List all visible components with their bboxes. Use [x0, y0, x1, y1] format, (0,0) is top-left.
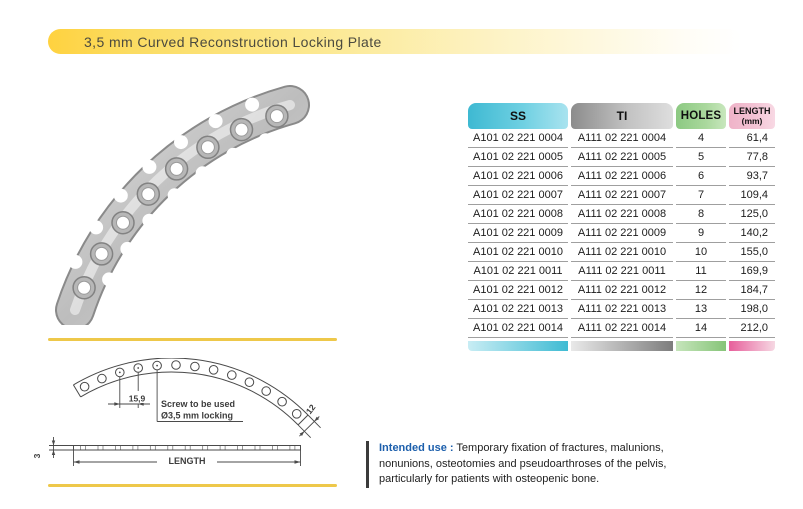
table-cell-holes: 4	[676, 129, 726, 148]
dim-pitch-label: 15,9	[128, 393, 146, 404]
table-cell-holes: 13	[676, 300, 726, 319]
table-cell-ti: A111 02 221 0005	[571, 148, 673, 167]
table-cell-ti: A111 02 221 0009	[571, 224, 673, 243]
table-cell-holes: 12	[676, 281, 726, 300]
table-cell-length: 140,2	[729, 224, 775, 243]
plate-side-view	[74, 446, 301, 451]
table-cell-length: 212,0	[729, 319, 775, 338]
table-cell-ss: A101 02 221 0004	[468, 129, 568, 148]
table-cell-holes: 9	[676, 224, 726, 243]
table-cell-length: 184,7	[729, 281, 775, 300]
footer-bar-length	[729, 341, 775, 351]
table-cell-length: 109,4	[729, 186, 775, 205]
table-cell-holes: 7	[676, 186, 726, 205]
intended-use-note	[366, 441, 700, 488]
table-cell-ss: A101 02 221 0010	[468, 243, 568, 262]
page-title: 3,5 mm Curved Reconstruction Locking Plate	[84, 33, 382, 50]
table-cell-ss: A101 02 221 0011	[468, 262, 568, 281]
table-cell-ti: A111 02 221 0007	[571, 186, 673, 205]
table-cell-ti: A111 02 221 0006	[571, 167, 673, 186]
table-cell-holes: 5	[676, 148, 726, 167]
top-view-holes	[80, 361, 301, 418]
technical-drawing	[30, 358, 345, 480]
table-cell-holes: 6	[676, 167, 726, 186]
dim-thickness-label: 3	[32, 453, 42, 459]
table-cell-length: 169,9	[729, 262, 775, 281]
table-cell-length: 125,0	[729, 205, 775, 224]
header-cell-length: LENGTH (mm)	[729, 103, 775, 129]
intended-use-label: Intended use :	[379, 442, 454, 454]
dim-width-label: 12	[303, 402, 318, 416]
parts-table	[468, 103, 773, 351]
screw-note-line1: Screw to be used	[161, 399, 236, 409]
header-cell-ss: SS	[468, 103, 568, 129]
table-cell-ss: A101 02 221 0007	[468, 186, 568, 205]
table-cell-length: 77,8	[729, 148, 775, 167]
table-cell-ss: A101 02 221 0005	[468, 148, 568, 167]
table-cell-ti: A111 02 221 0011	[571, 262, 673, 281]
table-header-row	[468, 103, 773, 129]
screw-note-line2: Ø3,5 mm locking	[161, 410, 234, 421]
product-photo	[40, 85, 340, 325]
table-cell-holes: 10	[676, 243, 726, 262]
dim-length-label: LENGTH	[168, 456, 206, 466]
table-cell-holes: 8	[676, 205, 726, 224]
table-cell-ti: A111 02 221 0013	[571, 300, 673, 319]
table-cell-ti: A111 02 221 0004	[571, 129, 673, 148]
table-rows	[468, 129, 773, 338]
footer-bar-ss	[468, 341, 568, 351]
table-cell-holes: 11	[676, 262, 726, 281]
table-cell-holes: 14	[676, 319, 726, 338]
table-cell-ss: A101 02 221 0009	[468, 224, 568, 243]
table-cell-length: 198,0	[729, 300, 775, 319]
table-cell-ti: A111 02 221 0008	[571, 205, 673, 224]
header-cell-ti: TI	[571, 103, 673, 129]
footer-bar-holes	[676, 341, 726, 351]
table-cell-length: 155,0	[729, 243, 775, 262]
separator-line-bottom	[48, 484, 337, 487]
table-cell-ti: A111 02 221 0012	[571, 281, 673, 300]
table-footer	[468, 341, 773, 351]
header-cell-holes: HOLES	[676, 103, 726, 129]
table-cell-ss: A101 02 221 0012	[468, 281, 568, 300]
intended-use-text: Temporary fixation of fractures, malunions, nonunions, osteotomies and pseudoarthroses of the pelvis, particularly for patients with osteopenic bone.	[379, 442, 667, 485]
table-cell-length: 93,7	[729, 167, 775, 186]
table-cell-ss: A101 02 221 0008	[468, 205, 568, 224]
table-cell-ti: A111 02 221 0014	[571, 319, 673, 338]
page-title-bar	[48, 29, 742, 54]
table-cell-length: 61,4	[729, 129, 775, 148]
table-cell-ss: A101 02 221 0013	[468, 300, 568, 319]
separator-line-top	[48, 338, 337, 341]
table-cell-ti: A111 02 221 0010	[571, 243, 673, 262]
table-cell-ss: A101 02 221 0014	[468, 319, 568, 338]
table-cell-ss: A101 02 221 0006	[468, 167, 568, 186]
footer-bar-ti	[571, 341, 673, 351]
